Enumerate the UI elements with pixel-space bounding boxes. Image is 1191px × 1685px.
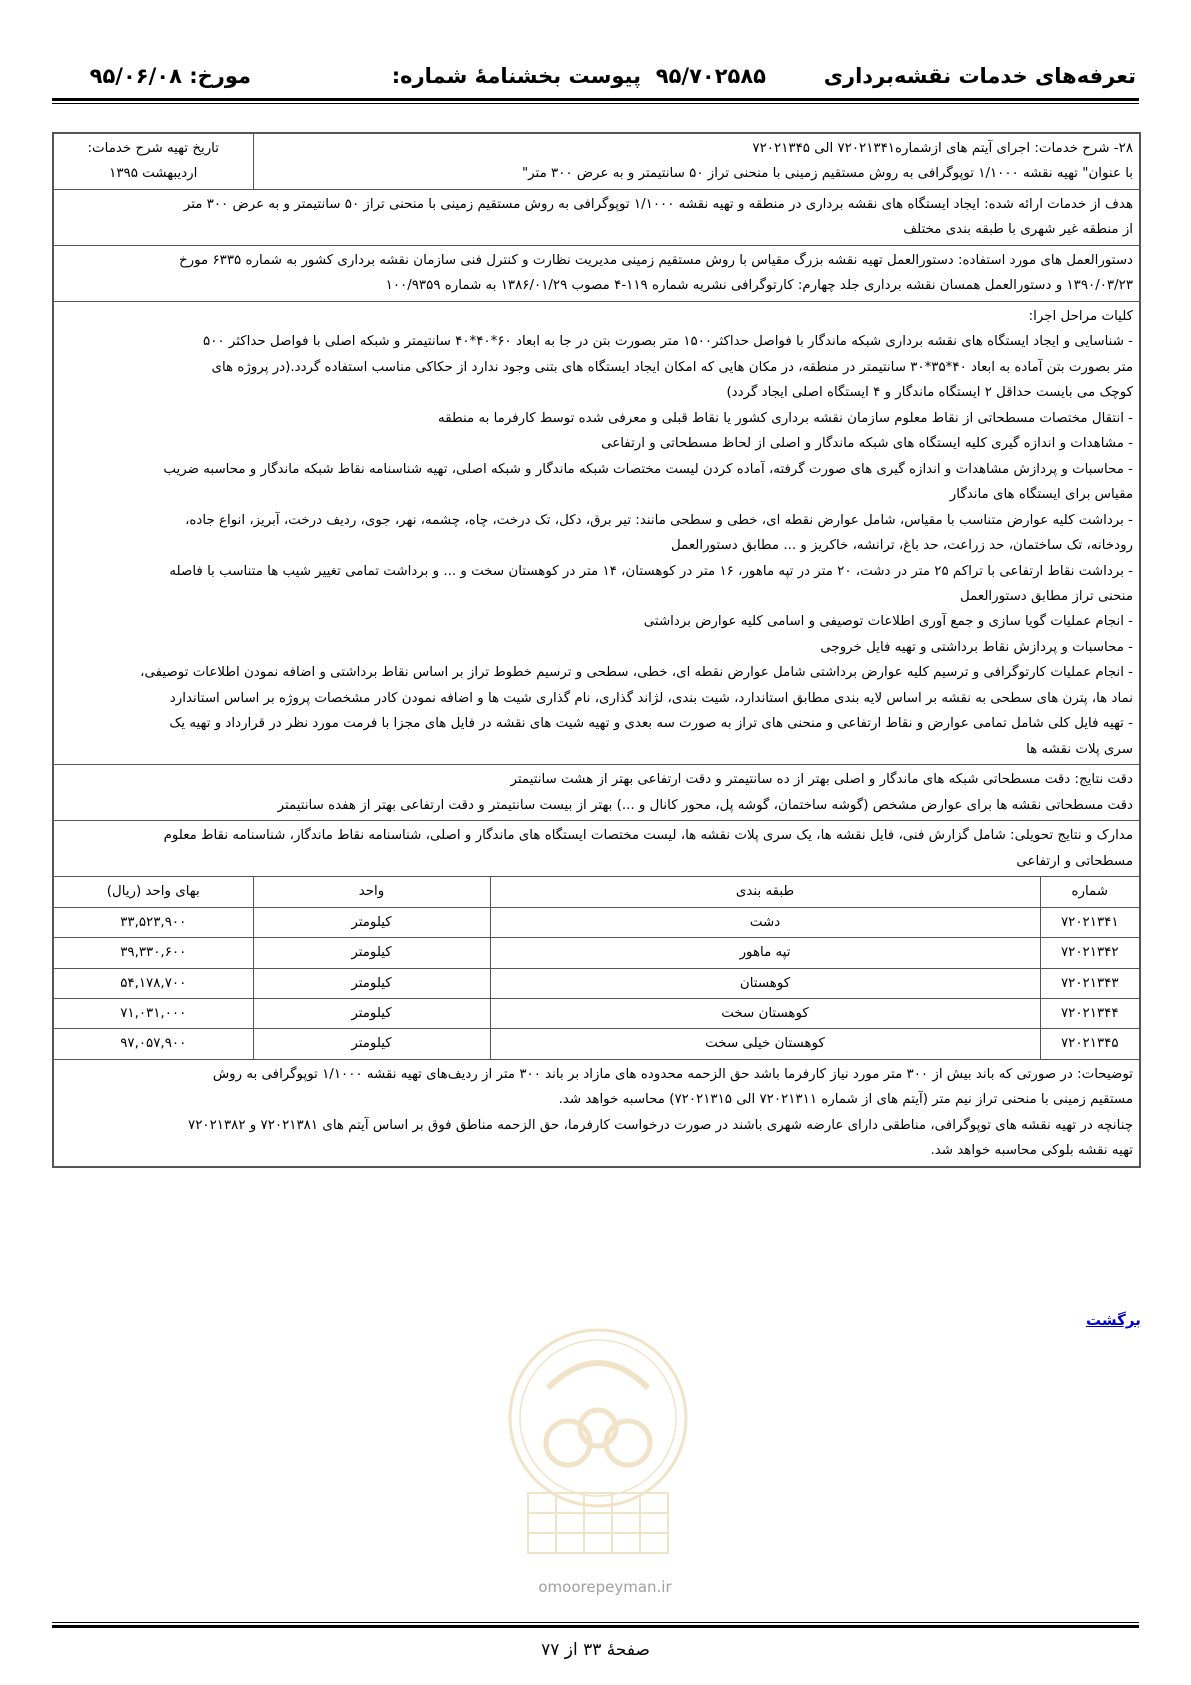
steps-line: - محاسبات و پردازش نقاط برداشتی و تهیه فایل خروجی <box>820 639 1134 655</box>
document-title: تعرفه‌های خدمات نقشه‌برداری <box>823 64 1136 88</box>
row-classification: تپه ماهور <box>490 938 1040 968</box>
goal-row <box>53 189 1140 245</box>
steps-line: رودخانه، تک ساختمان، حد زراعت، حد باغ، ترانشه، خاکریز و ... مطابق دستورالعمل <box>670 538 1134 554</box>
notes-cell <box>53 1059 1140 1166</box>
circular-date: مورخ: ۹۵/۰۶/۰۸ <box>89 64 251 88</box>
row-number: ۷۲۰۲۱۳۴۴ <box>1040 999 1140 1029</box>
row-unit: کیلومتر <box>253 968 490 998</box>
steps-line: - مشاهدات و اندازه گیری کلیه ایستگاه های شبکه ماندگار و اصلی از لحاظ مسطحاتی و ارتفاعی <box>601 436 1134 452</box>
standards-line-1: دستورالعمل های مورد استفاده: دستورالعمل تهیه نقشه بزرگ مقیاس با روش مستقیم زمینی مدیریت نظارت و کنترل فنی سازمان نقشه برداری کشور به شماره ۶۳۳۵ مورخ <box>179 252 1134 268</box>
row-price: ۷۱,۰۳۱,۰۰۰ <box>53 999 253 1029</box>
steps-line: - برداشت کلیه عوارض متناسب با مقیاس، شامل عوارض نقطه ای، خطی و سطحی مانند: تیر برق، دکل، تک درخت، چاه، چشمه، نهر، جوی، ردیف درخت، آبریز، انواع جاده، <box>185 512 1134 528</box>
table-row <box>53 938 1140 968</box>
row-price: ۳۳,۵۲۳,۹۰۰ <box>53 907 253 937</box>
service-date-cell <box>53 133 253 189</box>
accuracy-line-1: دقت نتایج: دقت مسطحاتی شبکه های ماندگار و اصلی بهتر از ده سانتیمتر و دقت ارتفاعی بهتر از هشت سانتیمتر <box>510 772 1134 788</box>
page-header <box>56 60 1136 94</box>
table-row <box>53 999 1140 1029</box>
back-link[interactable]: برگشت <box>1086 1311 1141 1329</box>
price-table-header <box>53 877 1140 907</box>
notes-line-4: تهیه نقشه بلوکی محاسبه خواهد شد. <box>930 1143 1134 1159</box>
notes-line-2: مستقیم زمینی با منحنی تراز نیم متر (آیتم های از شماره ۷۲۰۲۱۳۱۱ الی ۷۲۰۲۱۳۱۵) محاسبه خواهد شد. <box>558 1092 1134 1108</box>
deliverables-cell <box>53 821 1140 877</box>
row-unit: کیلومتر <box>253 1029 490 1059</box>
header-unit: واحد <box>253 877 490 907</box>
notes-line-1: توضیحات: در صورتی که باند بیش از ۳۰۰ متر مورد نیاز کارفرما باشد حق الزحمه محدوده های مازاد بر باند ۳۰۰ متر از ردیف‌های تهیه نقشه ۱/۱۰۰۰ توپوگرافی به روش <box>212 1066 1134 1082</box>
header-number: شماره <box>1040 877 1140 907</box>
steps-title: کلیات مراحل اجرا: <box>1028 308 1134 324</box>
row-number: ۷۲۰۲۱۳۴۵ <box>1040 1029 1140 1059</box>
row-price: ۵۴,۱۷۸,۷۰۰ <box>53 968 253 998</box>
steps-line: - تهیه فایل کلی شامل تمامی عوارض و نقاط ارتفاعی و منحنی های تراز به صورت سه بعدی و تهیه شیت های نقشه در فایل های مجزا با فرمت مورد نظر در قرارداد و تهیه یک <box>169 716 1134 732</box>
steps-line: مقیاس برای ایستگاه های ماندگار <box>949 487 1134 503</box>
service-title-line-1: ۲۸- شرح خدمات: اجرای آیتم های ازشماره۷۲۰۲۱۳۴۱ الی ۷۲۰۲۱۳۴۵ <box>752 141 1134 156</box>
goal-line-1: هدف از خدمات ارائه شده: ایجاد ایستگاه های نقشه برداری در منطقه و تهیه نقشه ۱/۱۰۰۰ توپوگرافی به روش مستقیم زمینی با منحنی تراز ۵۰ سانتیمتر و به عرض ۳۰۰ متر <box>183 196 1134 212</box>
attachment-label: پیوست بخشنامهٔ شماره: <box>391 64 641 88</box>
steps-line: منحنی تراز مطابق دستورالعمل <box>960 588 1134 604</box>
service-date-label: تاریخ تهیه شرح خدمات: <box>87 141 219 156</box>
watermark-logo-icon <box>488 1318 708 1568</box>
table-row <box>53 968 1140 998</box>
steps-line: - انجام عملیات گویا سازی و جمع آوری اطلاعات توصیفی و اسامی کلیه عوارض برداشتی <box>643 614 1134 630</box>
row-number: ۷۲۰۲۱۳۴۲ <box>1040 938 1140 968</box>
steps-row <box>53 301 1140 764</box>
service-date-value: اردیبهشت ۱۳۹۵ <box>109 166 198 182</box>
goal-line-2: از منطقه غیر شهری با طبقه بندی مختلف <box>903 222 1134 238</box>
header-price: بهای واحد (ریال) <box>53 877 253 907</box>
notes-line-3: چنانچه در تهیه نقشه های توپوگرافی، مناطقی دارای عارضه شهری باشند در صورت درخواست کارفرما، حق الزحمه مناطق فوق بر اساس آیتم های ۷۲۰۲۱۳۸۱ و ۷۲۰۲۱۳۸۲ <box>188 1117 1134 1133</box>
standards-cell <box>53 245 1140 301</box>
notes-row <box>53 1059 1140 1166</box>
table-row <box>53 1029 1140 1059</box>
steps-line: - شناسایی و ایجاد ایستگاه های نقشه برداری شبکه ماندگار با فواصل حداکثر۱۵۰۰ متر بصورت بتن در جا به ابعاد ۶۰*۴۰*۴۰ سانتیمتر و شبکه اصلی با فواصل حداکثر ۵۰۰ <box>203 334 1134 350</box>
steps-line: - محاسبات و پردازش مشاهدات و اندازه گیری های صورت گرفته، آماده کردن لیست مختصات شبکه ماندگار و شبکه اصلی، تهیه شناسنامه نقاط شبکه ماندگار و محاسبه ضریب <box>163 461 1134 477</box>
row-number: ۷۲۰۲۱۳۴۱ <box>1040 907 1140 937</box>
deliverables-row <box>53 821 1140 877</box>
row-number: ۷۲۰۲۱۳۴۳ <box>1040 968 1140 998</box>
service-title-cell <box>253 133 1140 189</box>
steps-line: کوچک می بایست حداقل ۲ ایستگاه ماندگار و ۴ ایستگاه اصلی ایجاد گردد) <box>726 385 1134 401</box>
steps-line: نماد ها، پترن های سطحی به نقشه بر اساس لایه بندی مطابق استاندارد، شیت بندی، لژاند گذاری، نام گذاری شیت ها و اضافه نمودن کادر مشخصات پروژه بر اساس استاندارد <box>169 690 1134 706</box>
row-classification: دشت <box>490 907 1040 937</box>
service-description-table <box>52 132 1141 1168</box>
standards-row <box>53 245 1140 301</box>
steps-line: - انجام عملیات کارتوگرافی و ترسیم کلیه عوارض برداشتی شامل عوارض نقطه ای، خطی، سطحی و ترسیم خطوط تراز بر اساس نقاط برداشتی و اضافه نمودن اطلاعات توصیفی، <box>140 665 1134 681</box>
service-title-row <box>53 133 1140 189</box>
row-price: ۹۷,۰۵۷,۹۰۰ <box>53 1029 253 1059</box>
row-classification: کوهستان سخت <box>490 999 1040 1029</box>
steps-line: - برداشت نقاط ارتفاعی با تراکم ۲۵ متر در دشت، ۲۰ متر در تپه ماهور، ۱۶ متر در کوهستان، ۱۴ متر در کوهستان سخت و ... و برداشت تمامی تغییر شیب ها متناسب با فاصله <box>169 563 1134 579</box>
watermark-site: omoorepeyman.ir <box>538 1578 672 1596</box>
accuracy-cell <box>53 765 1140 821</box>
table-row <box>53 907 1140 937</box>
steps-line: - انتقال مختصات مسطحاتی از نقاط معلوم سازمان نقشه برداری کشور یا نقاط قبلی و معرفی شده توسط کارفرما به منطقه <box>438 410 1134 426</box>
footer-divider <box>52 1622 1139 1628</box>
steps-cell <box>53 301 1140 764</box>
header-divider <box>52 98 1139 104</box>
deliverables-line-1: مدارک و نتایج تحویلی: شامل گزارش فنی، فایل نقشه ها، یک سری پلات نقشه ها، لیست مختصات ایستگاه های ماندگار و اصلی، شناسنامه نقاط ماندگار، شناسنامه نقاط معلوم <box>163 828 1134 844</box>
row-classification: کوهستان <box>490 968 1040 998</box>
row-unit: کیلومتر <box>253 938 490 968</box>
circular-number: ۹۵/۷۰۲۵۸۵ <box>655 64 766 88</box>
accuracy-line-2: دقت مسطحاتی نقشه ها برای عوارض مشخص (گوشه ساختمان، گوشه پل، محور کانال و ...) بهتر از بیست سانتیمتر و دقت ارتفاعی بهتر از هفده سانتیمتر <box>277 797 1134 813</box>
row-unit: کیلومتر <box>253 907 490 937</box>
steps-line: سری پلات نقشه ها <box>1026 741 1134 757</box>
row-unit: کیلومتر <box>253 999 490 1029</box>
row-classification: کوهستان خیلی سخت <box>490 1029 1040 1059</box>
page-number: صفحهٔ ۳۳ از ۷۷ <box>541 1640 650 1660</box>
goal-cell <box>53 189 1140 245</box>
service-title-line-2: با عنوان" تهیه نقشه ۱/۱۰۰۰ توپوگرافی به روش مستقیم زمینی با منحنی تراز ۵۰ سانتیمتر و به عرض ۳۰۰ متر" <box>522 166 1134 182</box>
deliverables-line-2: مسطحاتی و ارتفاعی <box>1016 853 1134 869</box>
steps-line: متر بصورت بتن آماده به ابعاد ۴۰*۳۵*۳۰ سانتیمتر در منطقه، در مکان هایی که امکان ایجاد ایستگاه های بتنی وجود ندارد از حکاکی مناسب استفاده گردد.(در پروژه های <box>211 359 1134 375</box>
row-price: ۳۹,۳۳۰,۶۰۰ <box>53 938 253 968</box>
standards-line-2: ۱۳۹۰/۰۳/۲۳ و دستورالعمل همسان نقشه برداری جلد چهارم: کارتوگرافی نشریه شماره ۱۱۹-۴ مصوب ۱۳۸۶/۰۱/۲۹ به شماره ۱۰۰/۹۳۵۹ <box>385 278 1134 294</box>
accuracy-row <box>53 765 1140 821</box>
header-classification: طبقه بندی <box>490 877 1040 907</box>
